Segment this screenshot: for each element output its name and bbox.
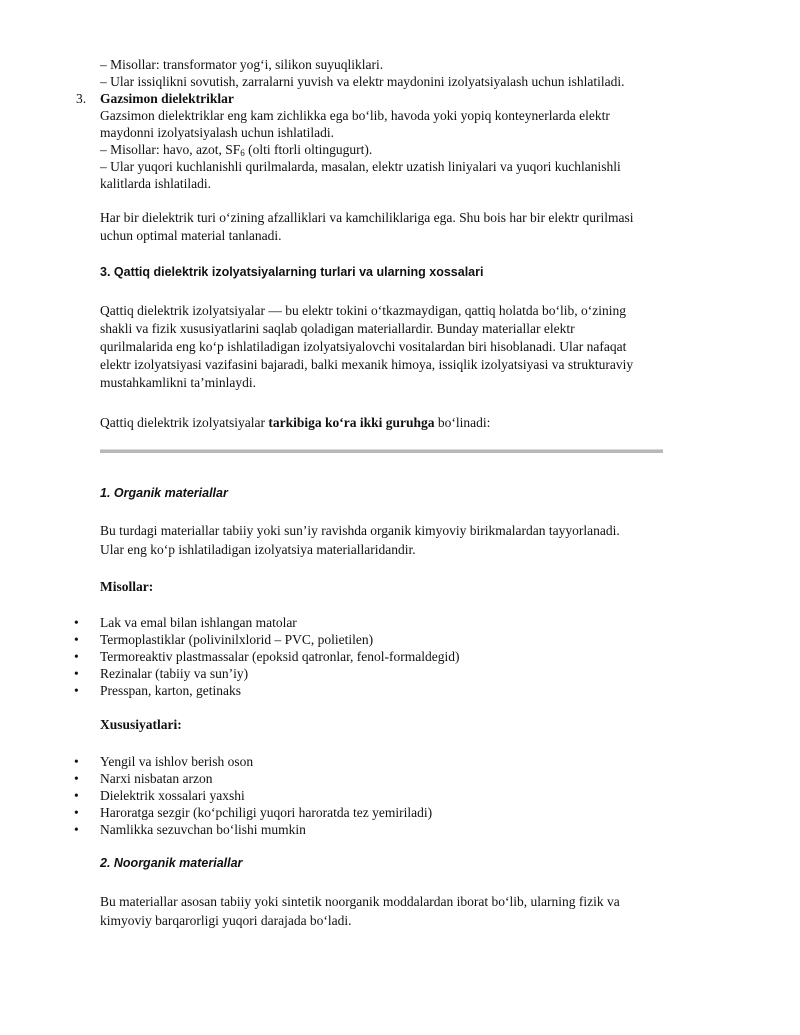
list-item-text: Yengil va ishlov berish oson [100,754,254,769]
section-heading: 3. Qattiq dielektrik izolyatsiyalarning turlari va ularning xossalari [100,265,484,279]
list-item-text: Termoreaktiv plastmassalar (epoksid qatronlar, fenol-formaldegid) [100,649,460,664]
inorganic-heading: 2. Noorganik materiallar [100,856,243,870]
example-oils-line: – Misollar: transformator yog‘i, silikon suyuqliklari. [100,57,384,72]
paragraph-line: elektr izolyatsiyasi vazifasini bajaradi, balki mexanik himoya, issiqlik izolyatsiyasi va strukturaviy [100,357,634,372]
bullet-icon: • [74,771,79,786]
list-item-text: Lak va emal bilan ishlangan matolar [100,615,297,630]
bullet-icon: • [74,788,79,803]
paragraph-line: Qattiq dielektrik izolyatsiyalar — bu elektr tokini o‘tkazmaydigan, qattiq holatda bo‘lib, o‘zining [100,303,626,318]
paragraph-line: qurilmalarida eng ko‘p ishlatiladigan izolyatsiyalovchi vositalardan biri hisoblanadi. Ular nafaqat [100,339,627,354]
examples-suffix: (olti ftorli oltingugurt). [244,142,373,157]
inorganic-desc-line: kimyoviy barqarorligi yuqori darajada bo‘ladi. [100,913,352,928]
summary-line: uchun optimal material tanlanadi. [100,228,282,243]
properties-label: Xususiyatlari: [100,717,182,732]
bullet-icon: • [74,666,79,681]
paragraph-line: shakli va fizik xususiyatlarini saqlab qoladigan materiallardir. Bunday materiallar elektr [100,321,575,336]
list-number-3: 3. [76,91,87,106]
list-item-text: Presspan, karton, getinaks [100,683,241,698]
gaseous-examples-line [100,141,372,158]
list-item-text: Termoplastiklar (polivinilxlorid – PVC, polietilen) [100,632,374,647]
intro-text-end: bo‘linadi: [434,415,491,430]
list-item-text: Narxi nisbatan arzon [100,771,213,786]
organic-desc-line: Ular eng ko‘p ishlatiladigan izolyatsiya materiallaridandir. [100,542,416,557]
subscript-six: 6 [240,148,245,158]
bullet-icon: • [74,615,79,630]
bullet-icon: • [74,754,79,769]
gaseous-dielectrics-title: Gazsimon dielektriklar [100,91,234,106]
horizontal-rule [100,449,663,453]
bullet-icon: • [74,649,79,664]
list-item-text: Haroratga sezgir (ko‘pchiligi yuqori haroratda tez yemiriladi) [100,805,433,820]
list-item-text: Rezinalar (tabiiy va sun’iy) [100,666,249,681]
list-item-text: Namlikka sezuvchan bo‘lishi mumkin [100,822,306,837]
intro-text: Qattiq dielektrik izolyatsiyalar [100,415,269,430]
intro-bold-text: tarkibiga ko‘ra ikki guruhga [268,415,435,430]
bullet-icon: • [74,683,79,698]
gaseous-desc-line: maydonni izolyatsiyalash uchun ishlatiladi. [100,125,334,140]
inorganic-desc-line: Bu materiallar asosan tabiiy yoki sintetik noorganik moddalardan iborat bo‘lib, ularning fizik va [100,894,620,909]
bullet-icon: • [74,805,79,820]
gaseous-desc-line: Gazsimon dielektriklar eng kam zichlikka ega bo‘lib, havoda yoki yopiq konteynerlarda elektr [100,108,610,123]
bullet-icon: • [74,822,79,837]
list-item-text: Dielektrik xossalari yaxshi [100,788,245,803]
groups-intro-line [100,414,490,431]
examples-prefix: – Misollar: havo, azot, SF [100,142,241,157]
usage-line: – Ular issiqlikni sovutish, zarralarni yuvish va elektr maydonini izolyatsiyalash uchun ishlatiladi. [100,74,625,89]
paragraph-line: mustahkamlikni ta’minlaydi. [100,375,256,390]
summary-line: Har bir dielektrik turi o‘zining afzalliklari va kamchiliklariga ega. Shu bois har bir elektr qurilmasi [100,210,634,225]
gaseous-usage-line: – Ular yuqori kuchlanishli qurilmalarda, masalan, elektr uzatish liniyalari va yuqori kuchlanishli [100,159,621,174]
gaseous-usage-line: kalitlarda ishlatiladi. [100,176,211,191]
organic-heading: 1. Organik materiallar [100,486,228,500]
organic-desc-line: Bu turdagi materiallar tabiiy yoki sun’iy ravishda organik kimyoviy birikmalardan tayyorlanadi. [100,523,620,538]
bullet-icon: • [74,632,79,647]
examples-label: Misollar: [100,579,154,594]
